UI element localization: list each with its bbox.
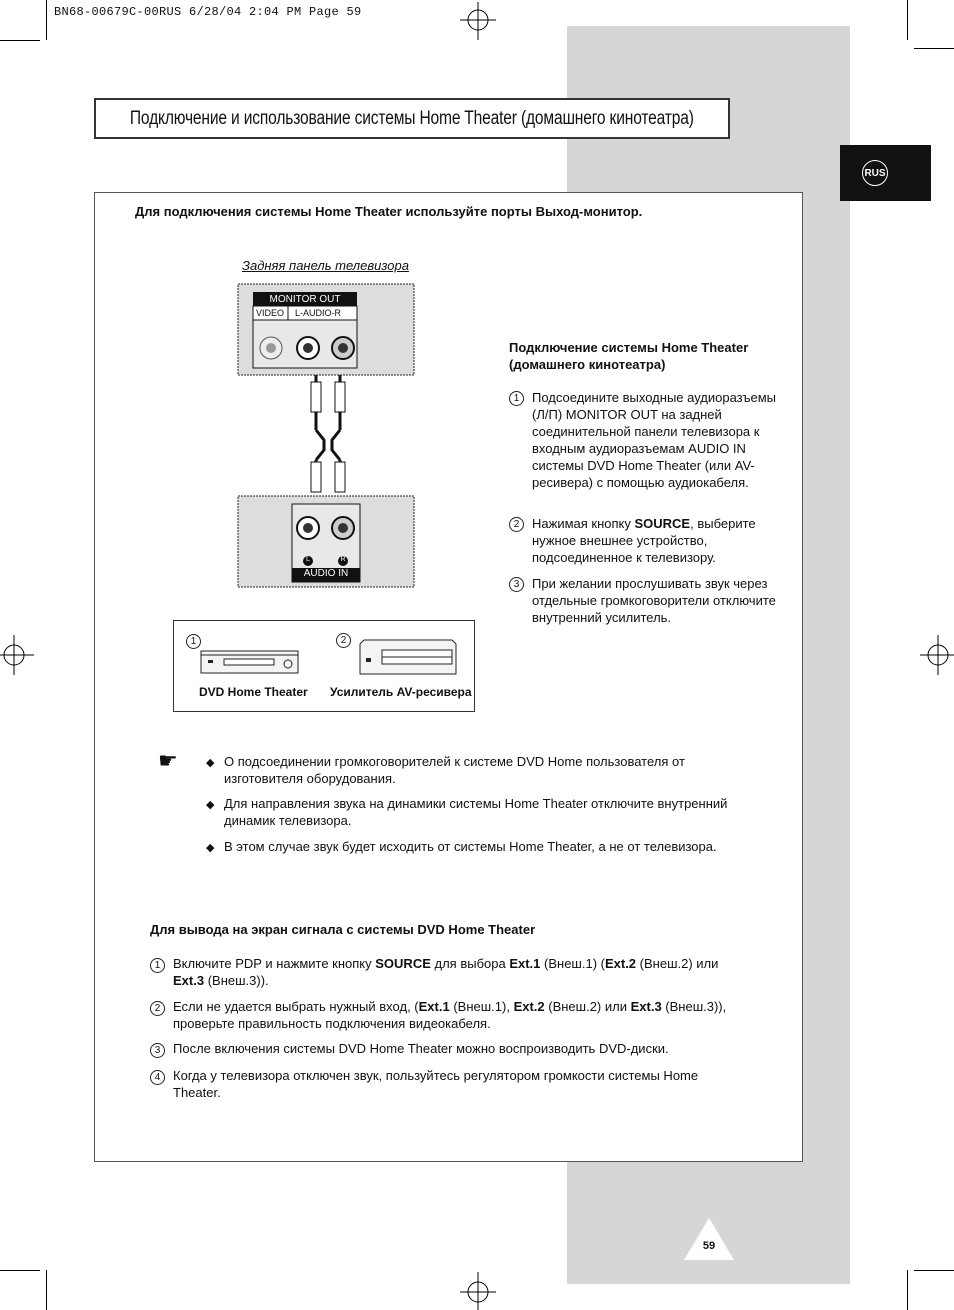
text-part: Если не удается выбрать нужный вход, ( bbox=[173, 999, 419, 1014]
display-step-text bbox=[173, 955, 733, 989]
equipment-number: 2 bbox=[336, 633, 351, 648]
crop-mark bbox=[0, 1270, 40, 1271]
note-item: В этом случае звук будет исходить от системы Home Theater, а не от телевизора. bbox=[224, 839, 717, 854]
text-part: (Внеш.3)), проверьте правильность подключения видеокабеля. bbox=[173, 999, 727, 1031]
step-number: 1 bbox=[509, 391, 524, 406]
text-part: (Внеш.2) или bbox=[544, 999, 631, 1014]
step-text bbox=[532, 515, 792, 566]
audio-in-label: AUDIO IN bbox=[303, 568, 349, 579]
step-number-wrap bbox=[150, 998, 165, 1016]
connection-diagram bbox=[236, 282, 416, 592]
registration-mark-icon bbox=[918, 635, 954, 675]
step-1 bbox=[509, 388, 524, 406]
crop-mark bbox=[46, 0, 47, 40]
step-number-wrap bbox=[150, 1040, 165, 1058]
step-text: При желании прослушивать звук через отдельные громкоговорители отключите внутренний усилитель. bbox=[532, 576, 776, 625]
keyword: Ext.1 bbox=[509, 956, 541, 971]
text-part: Когда у телевизора отключен звук, пользуйтесь регулятором громкости системы Home Theater. bbox=[173, 1068, 699, 1100]
text-part: После включения системы DVD Home Theater можно воспроизводить DVD-диски. bbox=[173, 1041, 669, 1056]
step-number-wrap bbox=[150, 1067, 165, 1085]
crop-mark bbox=[914, 48, 954, 49]
keyword: SOURCE bbox=[375, 956, 431, 971]
text-part: (Внеш.1) ( bbox=[540, 956, 605, 971]
av-receiver-icon bbox=[358, 636, 458, 678]
bullet-icon: ◆ bbox=[206, 842, 215, 854]
step-text: Подсоедините выходные аудиоразъемы (Л/П) MONITOR OUT на задней соединительной панели телевизора к входным аудиоразъемам AUDIO IN системы DVD Home Theater (или AV-ресивера) с помощью аудиокабеля. bbox=[532, 390, 776, 490]
crop-mark bbox=[0, 40, 40, 41]
page-number-tab bbox=[684, 1218, 734, 1260]
keyword: Ext.2 bbox=[513, 999, 545, 1014]
intro-text: Для подключения системы Home Theater используйте порты Выход-монитор. bbox=[135, 204, 643, 219]
language-badge: RUS bbox=[862, 160, 888, 186]
keyword: Ext.3 bbox=[173, 973, 205, 988]
registration-mark-icon bbox=[458, 1272, 498, 1310]
step-number: 3 bbox=[150, 1043, 165, 1058]
step-2 bbox=[509, 514, 524, 532]
registration-mark-icon bbox=[458, 2, 498, 42]
step-number: 2 bbox=[150, 1001, 165, 1016]
step-text-part: , выберите нужное внешнее устройство, подсоединенное к телевизору. bbox=[532, 516, 756, 565]
crop-mark bbox=[907, 0, 908, 40]
pointing-hand-icon: ☛ bbox=[158, 748, 178, 773]
source-keyword: SOURCE bbox=[634, 516, 691, 531]
keyword: Ext.1 bbox=[418, 999, 450, 1014]
keyword: Ext.3 bbox=[630, 999, 662, 1014]
registration-mark-icon bbox=[0, 635, 36, 675]
page-title-box bbox=[94, 98, 730, 139]
display-heading: Для вывода на экран сигнала с системы DVD Home Theater bbox=[150, 922, 536, 937]
display-step-text bbox=[173, 1067, 733, 1101]
note-item: О подсоединении громкоговорителей к системе DVD Home пользователя от изготовителя оборудования. bbox=[224, 754, 685, 786]
step-number: 4 bbox=[150, 1070, 165, 1085]
display-step-text bbox=[173, 998, 733, 1032]
text-part: Включите PDP и нажмите кнопку bbox=[173, 956, 376, 971]
page-title: Подключение и использование системы Home Theater (домашнего кинотеатра) bbox=[130, 107, 694, 129]
note-item: Для направления звука на динамики системы Home Theater отключите внутренний динамик телевизора. bbox=[224, 796, 728, 828]
r-mark: R bbox=[340, 556, 346, 563]
text-part: (Внеш.1), bbox=[449, 999, 514, 1014]
text-part: (Внеш.3)). bbox=[204, 973, 269, 988]
diagram-caption: Задняя панель телевизора bbox=[242, 258, 409, 273]
audio-label: L-AUDIO-R bbox=[295, 308, 342, 318]
connection-heading: Подключение системы Home Theater (домашнего кинотеатра) bbox=[509, 340, 749, 372]
bullet-icon: ◆ bbox=[206, 757, 215, 769]
crop-mark bbox=[46, 1270, 47, 1310]
equipment-label: Усилитель AV-ресивера bbox=[330, 685, 472, 699]
print-header: BN68-00679C-00RUS 6/28/04 2:04 PM Page 59 bbox=[54, 5, 362, 19]
step-number-wrap bbox=[150, 955, 165, 973]
display-step-text bbox=[173, 1040, 733, 1057]
keyword: Ext.2 bbox=[604, 956, 637, 971]
monitor-out-label: MONITOR OUT bbox=[269, 294, 341, 305]
video-label: VIDEO bbox=[256, 308, 285, 318]
equipment-number: 1 bbox=[186, 634, 201, 649]
step-number: 3 bbox=[509, 577, 524, 592]
crop-mark bbox=[914, 1270, 954, 1271]
step-number: 1 bbox=[150, 958, 165, 973]
text-part: (Внеш.2) или bbox=[636, 956, 719, 971]
step-number: 2 bbox=[509, 517, 524, 532]
text-part: для выбора bbox=[430, 956, 510, 971]
page-number: 59 bbox=[702, 1240, 716, 1252]
dvd-player-icon bbox=[200, 645, 300, 677]
equipment-label: DVD Home Theater bbox=[199, 685, 308, 699]
crop-mark bbox=[907, 1270, 908, 1310]
bullet-icon: ◆ bbox=[206, 799, 215, 811]
l-mark: L bbox=[306, 556, 310, 563]
step-3 bbox=[509, 574, 524, 592]
step-text-part: Нажимая кнопку bbox=[532, 516, 635, 531]
